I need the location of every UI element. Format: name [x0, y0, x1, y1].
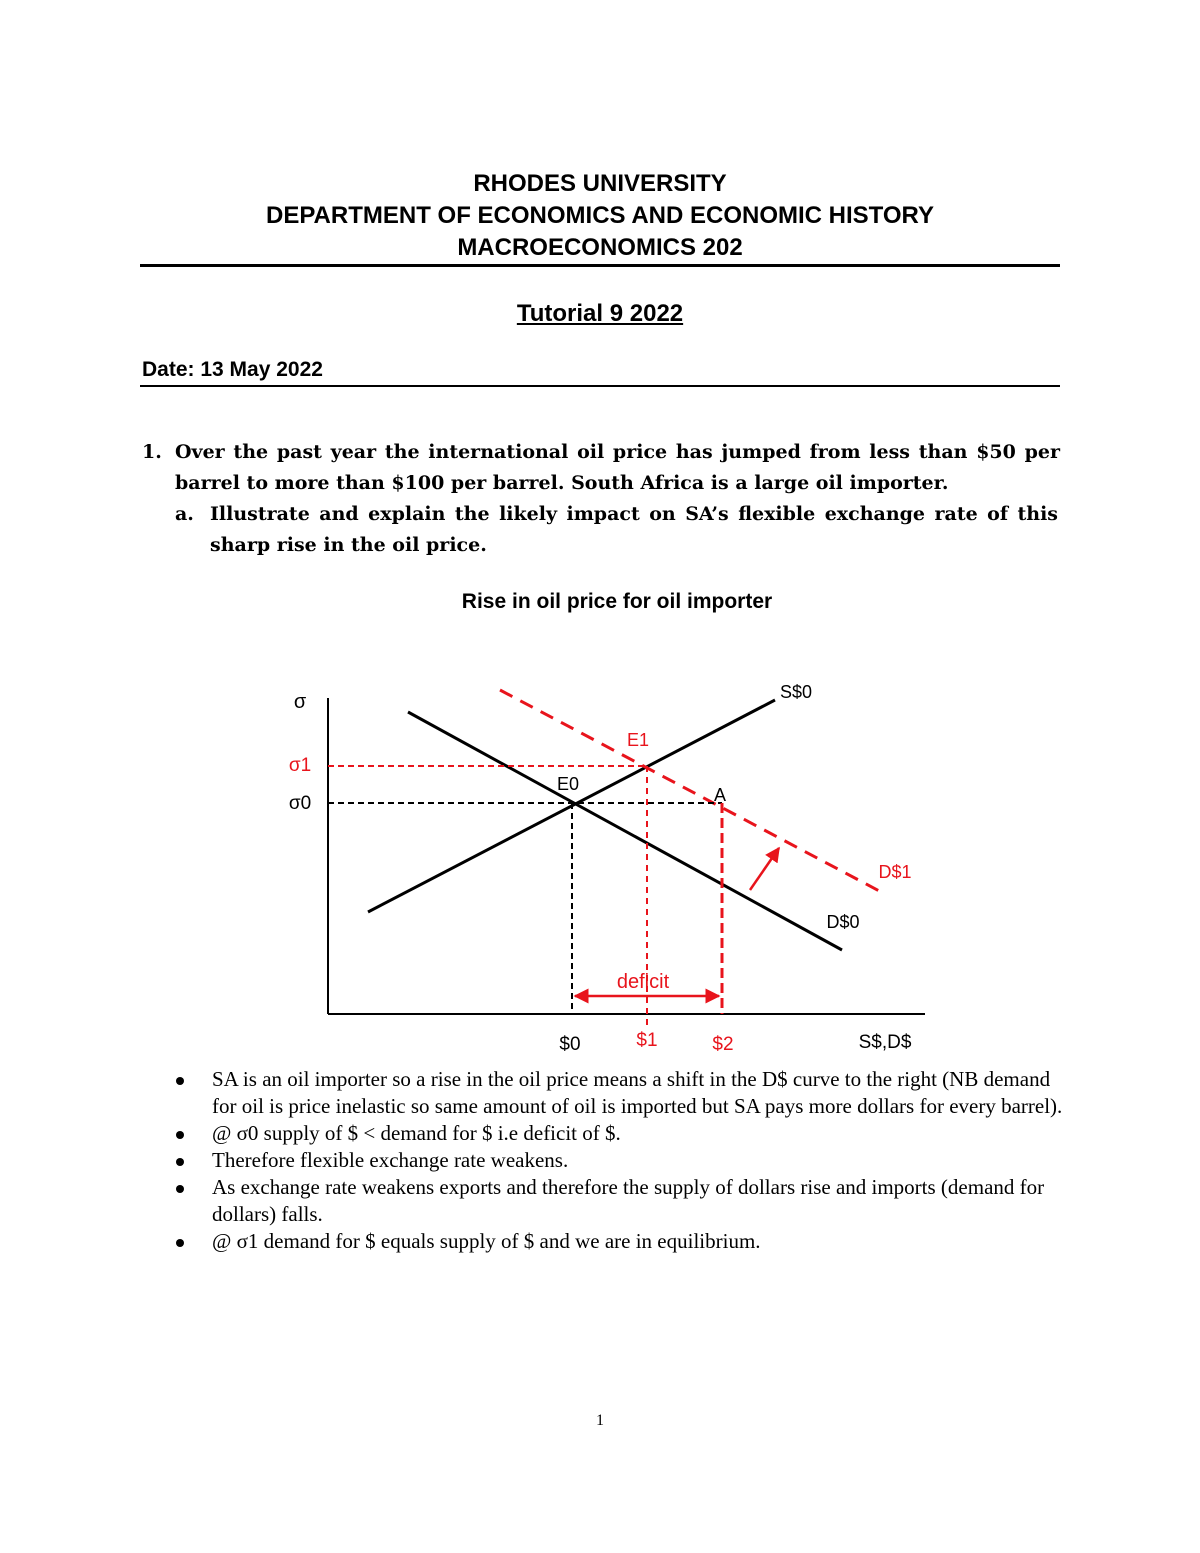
- document-header: [140, 168, 1060, 264]
- tutorial-title: Tutorial 9 2022: [516, 300, 684, 327]
- course-name: MACROECONOMICS 202: [457, 234, 743, 261]
- x-axis-label: S$,D$: [858, 1032, 912, 1053]
- question-text: Over the past year the international oil price has jumped from less than $50 per barrel to more than $100 per barrel. South Africa is a large oil importer.: [175, 441, 1060, 494]
- question-part-text: Illustrate and explain the likely impact on SA’s flexible exchange rate of this sharp rise in the oil price.: [210, 503, 1058, 556]
- x-tick-dollar0: $0: [559, 1034, 581, 1055]
- question-part-label: a.: [175, 503, 194, 525]
- bullet-icon: [176, 1158, 184, 1166]
- header-rule: [140, 264, 1060, 267]
- bullet-icon: [176, 1077, 184, 1085]
- demand-shift-arrow: [750, 848, 779, 890]
- date-rule: [140, 385, 1060, 387]
- list-item: As exchange rate weakens exports and therefore the supply of dollars rise and imports (demand for dollars) falls.: [168, 1174, 1063, 1228]
- y-axis-label: σ: [293, 691, 307, 713]
- list-item: @ σ1 demand for $ equals supply of $ and we are in equilibrium.: [168, 1228, 1063, 1255]
- university-name: RHODES UNIVERSITY: [473, 170, 727, 197]
- question-number: 1.: [142, 441, 162, 463]
- supply-curve-label: S$0: [779, 682, 813, 702]
- bullet-icon: [176, 1131, 184, 1139]
- chart-title: Rise in oil price for oil importer: [461, 590, 773, 613]
- x-tick-dollar2: $2: [712, 1034, 734, 1055]
- explanation-list: [168, 1066, 1063, 1255]
- list-item: @ σ0 supply of $ < demand for $ i.e deficit of $.: [168, 1120, 1063, 1147]
- demand-curve-original: [408, 712, 842, 950]
- demand-curve-original-label: D$0: [826, 912, 860, 932]
- date-line: Date: 13 May 2022: [142, 358, 323, 381]
- point-e1-label: E1: [626, 730, 650, 750]
- point-e0-label: E0: [556, 774, 580, 794]
- bullet-icon: [176, 1185, 184, 1193]
- y-tick-sigma1: σ1: [288, 755, 312, 776]
- x-tick-dollar1: $1: [636, 1030, 658, 1051]
- department-name: DEPARTMENT OF ECONOMICS AND ECONOMIC HISTORY: [265, 202, 934, 229]
- point-a-label: A: [713, 785, 727, 805]
- y-tick-sigma0: σ0: [288, 793, 312, 814]
- deficit-label: deficit: [616, 971, 670, 993]
- page-number: 1: [596, 1412, 604, 1429]
- exchange-rate-diagram: [150, 560, 1050, 1060]
- demand-curve-new-label: D$1: [878, 862, 912, 882]
- bullet-icon: [176, 1239, 184, 1247]
- list-item: SA is an oil importer so a rise in the oil price means a shift in the D$ curve to the right (NB demand for oil is price inelastic so same amount of oil is imported but SA pays more dollars for every barrel).: [168, 1066, 1063, 1120]
- list-item: Therefore flexible exchange rate weakens.: [168, 1147, 1063, 1174]
